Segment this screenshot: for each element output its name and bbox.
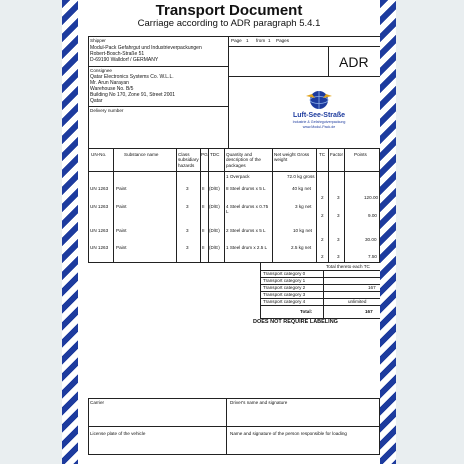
row-desc: 8 Steel drums x 5 L (226, 186, 266, 191)
consignee-label: Consignee (90, 68, 112, 73)
page-number: 1 (246, 38, 249, 43)
row-points: 7.50 (368, 254, 377, 259)
company-logo (284, 88, 354, 132)
consignee-line: Warehouse No. B/5 (90, 86, 134, 92)
row-points: 120.00 (364, 195, 379, 200)
page-label: Page (231, 38, 242, 43)
row-pg: II (202, 245, 205, 250)
consignee-line: Qatar Electronics Systems Co. W.L.L. (90, 74, 174, 80)
row-points: 9.00 (368, 213, 377, 218)
column-header: PG (201, 152, 208, 157)
row-weight: 3 kg net (295, 204, 312, 209)
row-pg: II (202, 204, 205, 209)
driver-label: Driver's name and signature (230, 400, 288, 405)
row-desc: 4 Steel drums x 0.75 L (226, 204, 269, 215)
overpack-label: 1 Overpack (226, 174, 250, 179)
shipper-line: D-69190 Walldorf / GERMANY (90, 57, 159, 63)
logo-url: www.Modul-Pack.de (302, 125, 336, 129)
logo-tagline: Industrie & Gefahrgutverpackung (292, 120, 346, 124)
row-un: UN 1263 (90, 228, 109, 233)
column-header: Points (354, 152, 367, 157)
document-subtitle: Carriage according to ADR paragraph 5.4.1 (137, 18, 321, 29)
row-tdc: (D/E) (209, 204, 220, 209)
row-substance: Paint (116, 245, 127, 250)
consignee-line: Building No 170, Zone 91, Street 2001 (90, 92, 176, 98)
transport-category-label: Transport category 0 (263, 271, 306, 276)
transport-category-label: Transport category 2 (263, 285, 306, 290)
shipper-line: Modul-Pack Gefahrgut und Industrieverpackungen (90, 45, 202, 51)
row-tc: 2 (321, 237, 324, 242)
row-un: UN 1263 (90, 186, 109, 191)
license-plate-label: License plate of the vehicle (90, 431, 146, 436)
hazard-stripe-right (380, 0, 396, 464)
column-header: Substance name (124, 152, 159, 157)
row-weight: 2.5 kg net (291, 245, 312, 250)
transport-category-value: 167 (368, 285, 376, 290)
row-tc: 2 (321, 195, 324, 200)
row-desc: 1 Steel drum x 2.5 L (226, 245, 268, 250)
row-factor: 3 (337, 254, 340, 259)
row-class: 3 (186, 228, 189, 233)
loading-responsible-label: Name and signature of the person responsible for loading (230, 431, 347, 436)
column-header: Factor (330, 152, 344, 157)
consignee-line: Mr. Arun Narayan (90, 80, 129, 86)
row-factor: 3 (337, 195, 340, 200)
row-desc: 2 Steel drums x 5 L (226, 228, 266, 233)
row-substance: Paint (116, 186, 127, 191)
column-header: TC (319, 152, 326, 157)
row-class: 3 (186, 186, 189, 191)
row-tdc: (D/E) (209, 245, 220, 250)
transport-category-label: Transport category 1 (263, 278, 306, 283)
from-label: from (256, 38, 266, 43)
transport-document-page (78, 0, 380, 464)
column-header: Net weight Gross weight (274, 152, 310, 163)
consignee-line: Qatar (90, 98, 103, 104)
row-tc: 2 (321, 213, 324, 218)
row-pg: II (202, 228, 205, 233)
adr-label: ADR (339, 54, 369, 70)
shipper-label: Shipper (90, 38, 106, 43)
transport-category-label: Transport category 4 (263, 299, 306, 304)
delivery-number-label: Delivery number (90, 108, 124, 113)
from-number: 1 (268, 38, 271, 43)
row-un: UN 1263 (90, 245, 109, 250)
column-header: TDC (210, 152, 220, 157)
column-header: Quantity and description of the packages (226, 152, 261, 168)
row-factor: 3 (337, 213, 340, 218)
row-weight: 40 kg net (292, 186, 311, 191)
carrier-label: Carrier (90, 400, 105, 405)
row-substance: Paint (116, 204, 127, 209)
row-weight: 10 kg net (293, 228, 312, 233)
row-class: 3 (186, 204, 189, 209)
totals-header: Total thereto each TC (326, 264, 370, 269)
row-tdc: (D/E) (209, 228, 220, 233)
row-factor: 3 (337, 237, 340, 242)
total-label: Total: (300, 309, 313, 314)
row-points: 30.00 (365, 237, 377, 242)
column-header: Class subsidiary hazards (178, 152, 199, 168)
total-value: 167 (365, 309, 373, 314)
row-tdc: (D/E) (209, 186, 220, 191)
document-title: Transport Document (155, 2, 303, 19)
shipper-line: Robert-Bosch-Straße 51 (90, 51, 145, 57)
row-substance: Paint (116, 228, 127, 233)
column-header: UN-No. (91, 152, 107, 157)
transport-category-label: Transport category 3 (263, 292, 306, 297)
row-pg: II (202, 186, 205, 191)
row-un: UN 1263 (90, 204, 109, 209)
logo-name: Luft-See-Straße (292, 112, 346, 119)
row-class: 3 (186, 245, 189, 250)
hazard-stripe-left (62, 0, 78, 464)
transport-category-value: unlimited (348, 299, 367, 304)
labeling-note: DOES NOT REQUIRE LABELING (253, 319, 338, 325)
row-tc: 2 (321, 254, 324, 259)
pages-label: Pages (276, 38, 290, 43)
overpack-weight: 72.0 kg gross (287, 174, 315, 179)
